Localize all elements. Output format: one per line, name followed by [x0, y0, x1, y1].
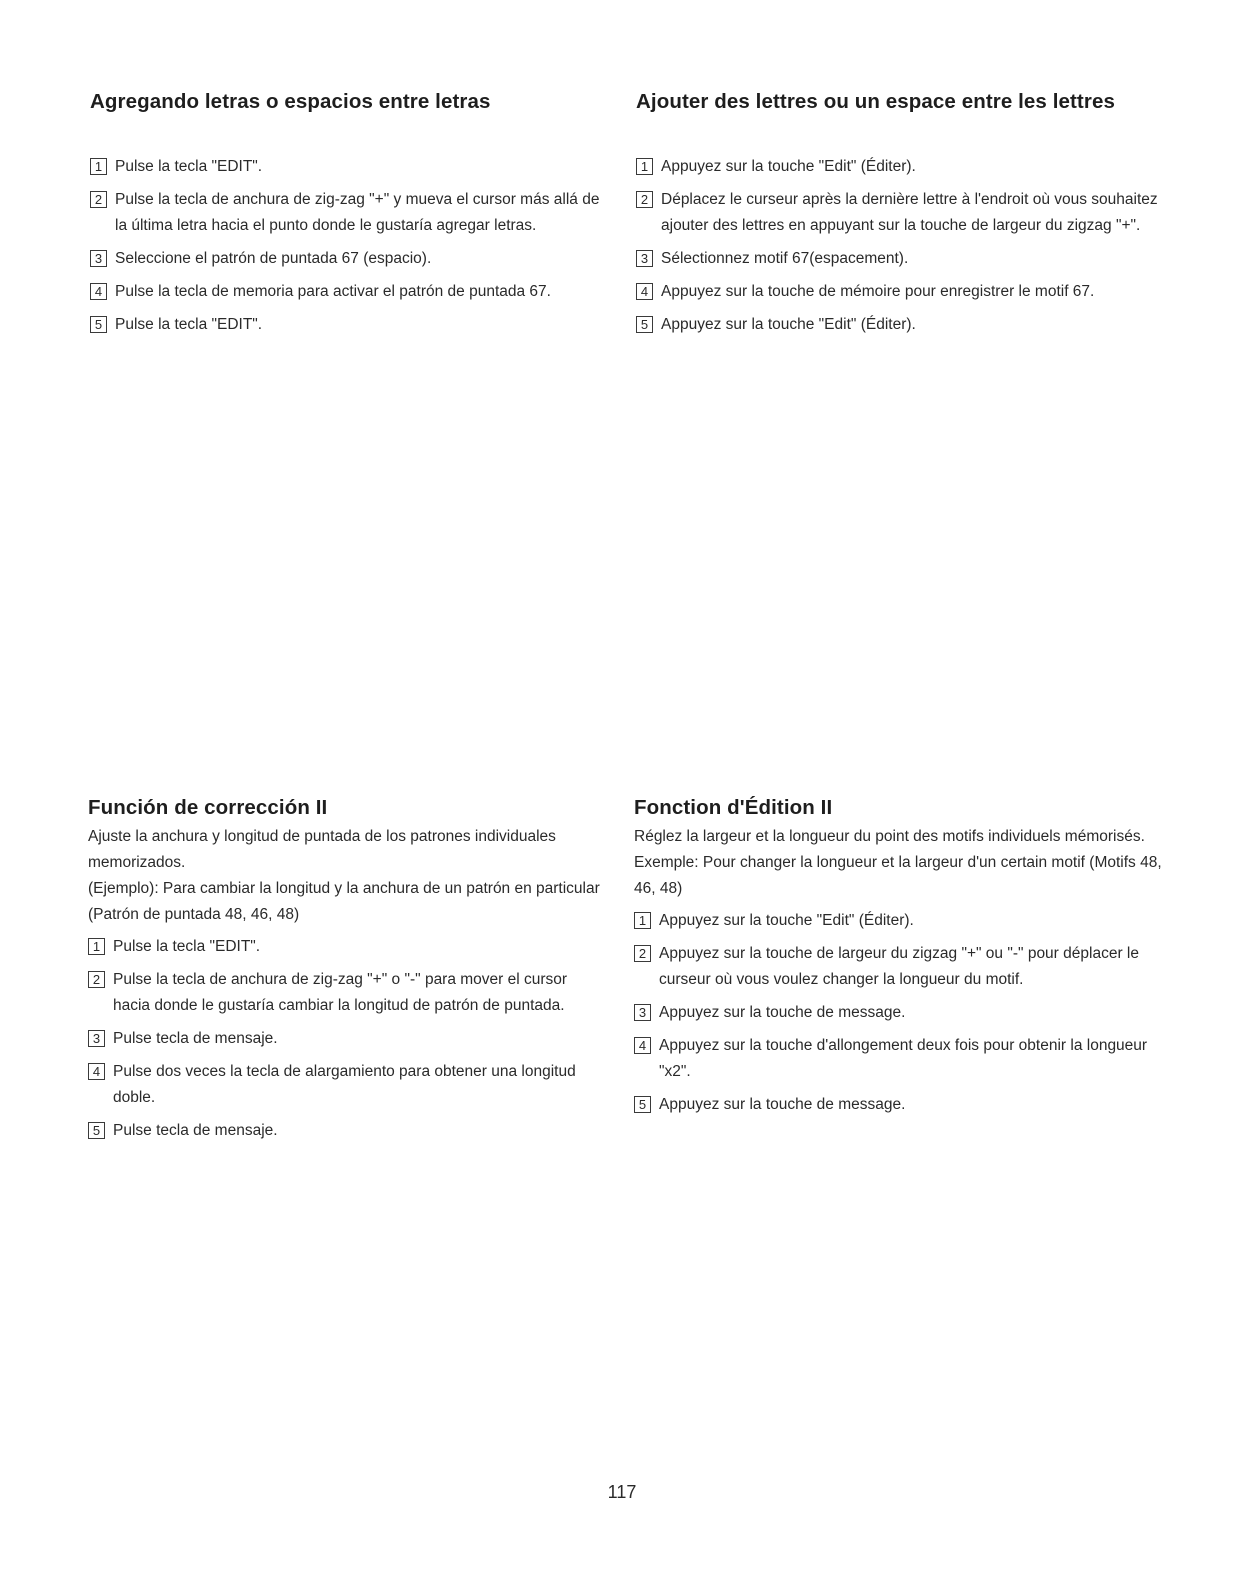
- step-item: [636, 154, 1176, 180]
- step-number-box: 1: [634, 912, 651, 929]
- step-item: [90, 279, 610, 305]
- step-number-box: 1: [90, 158, 107, 175]
- intro-paragraph: Réglez la largeur et la longueur du point des motifs individuels mémorisés.: [634, 828, 1145, 845]
- step-text: Pulse la tecla "EDIT".: [115, 316, 263, 333]
- step-text: Pulse tecla de mensaje.: [113, 1030, 278, 1047]
- step-item: [88, 967, 608, 1019]
- section-funcion-correccion: [88, 796, 608, 1151]
- step-item: [636, 279, 1176, 305]
- step-text: Pulse la tecla de memoria para activar el patrón de puntada 67.: [115, 283, 551, 300]
- step-text: Appuyez sur la touche de message.: [659, 1004, 906, 1021]
- step-number-box: 2: [88, 971, 105, 988]
- step-text: Déplacez le curseur après la dernière lettre à l'endroit où vous souhaitez ajouter des lettres en appuyant sur la touche de largeur du zigzag "+".: [661, 191, 1158, 234]
- step-item: [636, 312, 1176, 338]
- step-item: [88, 1118, 608, 1144]
- example-paragraph: Exemple: Pour changer la longueur et la largeur d'un certain motif (Motifs 48, 46, 48): [634, 854, 1162, 897]
- section-ajouter-lettres: [636, 90, 1176, 345]
- step-item: [90, 312, 610, 338]
- step-number-box: 3: [634, 1004, 651, 1021]
- step-text: Appuyez sur la touche de message.: [659, 1096, 906, 1113]
- step-number-box: 5: [634, 1096, 651, 1113]
- step-item: [634, 908, 1174, 934]
- step-text: Appuyez sur la touche de largeur du zigzag "+" ou "-" pour déplacer le curseur où vous voulez changer la longueur du motif.: [659, 945, 1139, 988]
- step-text: Appuyez sur la touche d'allongement deux fois pour obtenir la longueur "x2".: [659, 1037, 1148, 1080]
- step-item: [90, 187, 610, 239]
- step-text: Pulse la tecla "EDIT".: [113, 938, 261, 955]
- section-heading: Función de corrección II: [88, 796, 328, 819]
- step-list: [88, 934, 608, 1144]
- step-number-box: 2: [90, 191, 107, 208]
- step-list: [90, 154, 610, 338]
- section-fonction-edition: [634, 796, 1174, 1125]
- step-number-box: 4: [634, 1037, 651, 1054]
- step-number-box: 1: [636, 158, 653, 175]
- step-number-box: 3: [90, 250, 107, 267]
- step-item: [636, 187, 1176, 239]
- section-heading: Ajouter des lettres ou un espace entre les lettres: [636, 90, 1115, 113]
- step-number-box: 5: [636, 316, 653, 333]
- step-item: [90, 246, 610, 272]
- page-number: 117: [607, 1482, 637, 1502]
- step-text: Seleccione el patrón de puntada 67 (espacio).: [115, 250, 432, 267]
- step-text: Pulse la tecla "EDIT".: [115, 158, 263, 175]
- step-item: [634, 1092, 1174, 1118]
- step-item: [634, 1033, 1174, 1085]
- step-number-box: 2: [636, 191, 653, 208]
- step-number-box: 5: [90, 316, 107, 333]
- step-text: Appuyez sur la touche "Edit" (Éditer).: [661, 158, 916, 175]
- step-number-box: 3: [636, 250, 653, 267]
- step-number-box: 4: [88, 1063, 105, 1080]
- step-text: Appuyez sur la touche de mémoire pour enregistrer le motif 67.: [661, 283, 1095, 300]
- step-number-box: 1: [88, 938, 105, 955]
- step-text: Pulse la tecla de anchura de zig-zag "+" y mueva el cursor más allá de la última letra hacia el punto donde le gustaría agregar letras.: [115, 191, 600, 234]
- step-item: [88, 1026, 608, 1052]
- step-item: [636, 246, 1176, 272]
- section-heading: Agregando letras o espacios entre letras: [90, 90, 491, 113]
- step-text: Appuyez sur la touche "Edit" (Éditer).: [661, 316, 916, 333]
- step-item: [88, 1059, 608, 1111]
- step-item: [634, 941, 1174, 993]
- section-agregando-letras: [90, 90, 610, 345]
- step-text: Sélectionnez motif 67(espacement).: [661, 250, 909, 267]
- step-number-box: 4: [90, 283, 107, 300]
- intro-paragraph: Ajuste la anchura y longitud de puntada de los patrones individuales memorizados.: [88, 828, 556, 871]
- example-paragraph: (Ejemplo): Para cambiar la longitud y la anchura de un patrón en particular (Patrón de puntada 48, 46, 48): [88, 880, 600, 923]
- step-number-box: 3: [88, 1030, 105, 1047]
- step-list: [634, 908, 1174, 1118]
- step-item: [634, 1000, 1174, 1026]
- step-text: Pulse tecla de mensaje.: [113, 1122, 278, 1139]
- step-item: [90, 154, 610, 180]
- step-text: Pulse dos veces la tecla de alargamiento para obtener una longitud doble.: [113, 1063, 576, 1106]
- step-list: [636, 154, 1176, 338]
- section-heading: Fonction d'Édition II: [634, 796, 833, 819]
- step-text: Appuyez sur la touche "Edit" (Éditer).: [659, 912, 914, 929]
- step-number-box: 5: [88, 1122, 105, 1139]
- step-text: Pulse la tecla de anchura de zig-zag "+" o "-" para mover el cursor hacia donde le gustaría cambiar la longitud de patrón de puntada.: [113, 971, 568, 1014]
- step-number-box: 4: [636, 283, 653, 300]
- step-number-box: 2: [634, 945, 651, 962]
- step-item: [88, 934, 608, 960]
